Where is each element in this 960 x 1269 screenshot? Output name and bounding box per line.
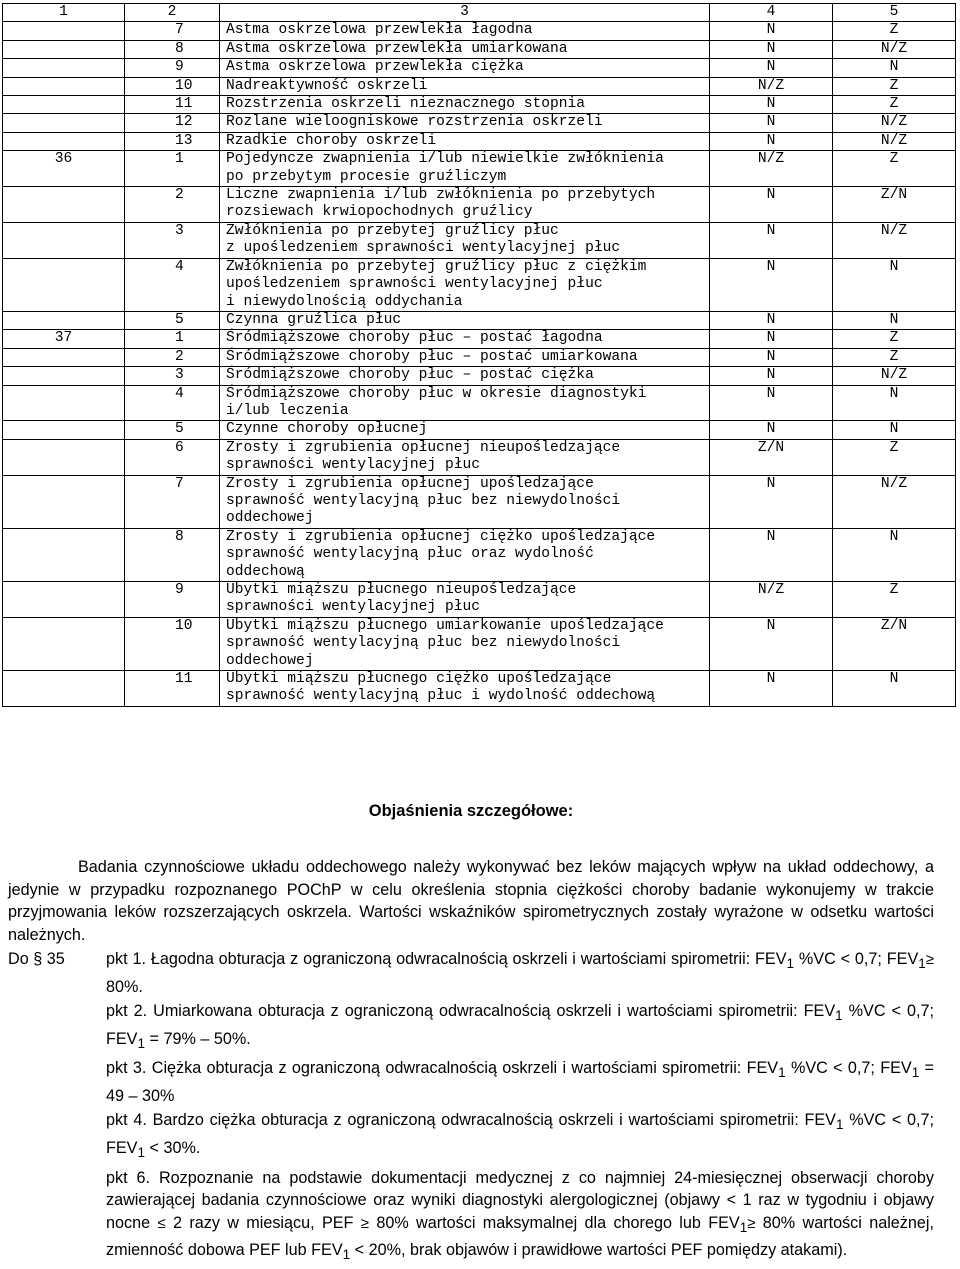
paragraph-number-cell <box>3 187 125 223</box>
point-number-cell: 8 <box>125 40 220 58</box>
paragraph-number-cell <box>3 475 125 528</box>
point-number-cell: 10 <box>125 77 220 95</box>
note-text: < 20%, brak objawów i prawidłowe wartości PEF pomiędzy atakami). <box>350 1241 848 1260</box>
note-text: Bardzo ciężka obturacja z ograniczoną odwracalnością oskrzeli i wartościami spirometrii: FEV <box>152 1111 836 1130</box>
category-cell: Z <box>833 77 956 95</box>
table-body <box>3 4 956 707</box>
category-cell: N/Z <box>833 475 956 528</box>
paragraph-number-cell <box>3 222 125 258</box>
point-note <box>106 1057 934 1107</box>
table-header-row <box>3 4 956 22</box>
description-cell: Astma oskrzelowa przewlekła umiarkowana <box>220 40 710 58</box>
explanations-section <box>8 800 934 1269</box>
note-text: Ciężka obturacja z ograniczoną odwracalnością oskrzeli i wartościami spirometrii: FEV <box>151 1059 779 1078</box>
category-cell: N <box>710 671 833 707</box>
header-col-1: 1 <box>3 4 125 22</box>
point-number-cell: 12 <box>125 114 220 132</box>
subscript: 1 <box>778 1065 786 1081</box>
note-text: < 30%. <box>145 1139 201 1158</box>
category-cell: N <box>833 528 956 581</box>
category-cell: N <box>710 385 833 421</box>
relation-symbol: ≤ <box>157 1214 166 1232</box>
category-cell: N/Z <box>710 151 833 187</box>
category-cell: N <box>710 59 833 77</box>
description-cell: Astma oskrzelowa przewlekła ciężka <box>220 59 710 77</box>
category-cell: N <box>710 132 833 150</box>
point-number-cell: 4 <box>125 258 220 311</box>
category-cell: N/Z <box>833 222 956 258</box>
point-note <box>106 1000 934 1055</box>
point-number-cell: 9 <box>125 59 220 77</box>
point-label: pkt 6. <box>106 1168 151 1187</box>
paragraph-number-cell <box>3 617 125 670</box>
category-cell: Z/N <box>833 187 956 223</box>
point-number-cell: 5 <box>125 421 220 439</box>
description-cell: Zrosty i zgrubienia opłucnej nieupośledzające sprawności wentylacyjnej płuc <box>220 439 710 475</box>
category-cell: N <box>710 114 833 132</box>
description-cell: Czynne choroby opłucnej <box>220 421 710 439</box>
table-row <box>3 528 956 581</box>
paragraph-number-cell <box>3 311 125 329</box>
description-cell: Zwłóknienia po przebytej gruźlicy płuc z upośledzeniem sprawności wentylacyjnej płuc <box>220 222 710 258</box>
subscript: 1 <box>786 956 795 972</box>
category-cell: N <box>710 348 833 366</box>
point-list <box>106 948 934 1269</box>
table-row <box>3 348 956 366</box>
point-number-cell: 3 <box>125 367 220 385</box>
note-text: 80%. <box>106 977 143 996</box>
point-number-cell: 7 <box>125 475 220 528</box>
category-cell: Z/N <box>710 439 833 475</box>
description-cell: Liczne zwapnienia i/lub zwłóknienia po przebytych rozsiewach krwiopochodnych gruźlicy <box>220 187 710 223</box>
point-number-cell: 11 <box>125 671 220 707</box>
category-cell: N <box>833 258 956 311</box>
header-col-4: 4 <box>710 4 833 22</box>
category-cell: N <box>833 385 956 421</box>
paragraph-number-cell <box>3 385 125 421</box>
table-row <box>3 258 956 311</box>
category-cell: N <box>833 59 956 77</box>
description-cell: Rzadkie choroby oskrzeli <box>220 132 710 150</box>
category-cell: N/Z <box>833 114 956 132</box>
subscript: 1 <box>739 1219 748 1235</box>
point-label: pkt 3. <box>106 1059 147 1078</box>
subscript: 1 <box>342 1247 351 1263</box>
category-cell: Z <box>833 151 956 187</box>
category-cell: N/Z <box>833 367 956 385</box>
description-cell: Śródmiąższowe choroby płuc – postać łagodna <box>220 330 710 348</box>
category-cell: N <box>710 187 833 223</box>
table-row <box>3 222 956 258</box>
disease-register-table <box>2 3 956 707</box>
paragraph-number-cell <box>3 528 125 581</box>
point-number-cell: 5 <box>125 311 220 329</box>
description-cell: Nadreaktywność oskrzeli <box>220 77 710 95</box>
explanations-intro: Badania czynnościowe układu oddechowego należy wykonywać bez leków mających wpływ na układ oddechowy, a jedynie w przypadku rozpoznanego POChP w celu określenia stopnia ciężkości choroby badanie wykonujemy w trakcie przyjmowania leków rozszerzających oskrzela. Wartości wskaźników spirometrycznych zostały wyrażone w odsetku wartości należnych. <box>8 858 934 944</box>
paragraph-35-notes <box>8 948 934 1269</box>
subscript: 1 <box>918 956 926 972</box>
point-number-cell: 10 <box>125 617 220 670</box>
point-number-cell: 1 <box>125 330 220 348</box>
note-text: Łagodna obturacja z ograniczoną odwracalnością oskrzeli i wartościami spirometrii: FEV <box>150 950 787 969</box>
point-number-cell: 4 <box>125 385 220 421</box>
category-cell: N <box>710 96 833 114</box>
category-cell: N <box>710 475 833 528</box>
point-label: pkt 4. <box>106 1111 147 1130</box>
note-text: 80% wartości należnej, zmienność dobowa PEF lub FEV <box>106 1213 934 1260</box>
category-cell: N <box>710 528 833 581</box>
note-text: %VC < 0,7; FEV <box>106 1111 935 1158</box>
category-cell: Z <box>833 330 956 348</box>
description-cell: Ubytki miąższu płucnego umiarkowanie upośledzające sprawność wentylacyjną płuc bez niewydolności oddechowej <box>220 617 710 670</box>
note-text: %VC < 0,7; FEV <box>794 950 919 969</box>
description-cell: Śródmiąższowe choroby płuc w okresie diagnostyki i/lub leczenia <box>220 385 710 421</box>
paragraph-number-cell <box>3 77 125 95</box>
paragraph-number-cell <box>3 439 125 475</box>
paragraph-number-cell <box>3 421 125 439</box>
description-cell: Śródmiąższowe choroby płuc – postać ciężka <box>220 367 710 385</box>
category-cell: Z <box>833 22 956 40</box>
subscript: 1 <box>835 1117 844 1133</box>
paragraph-number-cell: 36 <box>3 151 125 187</box>
point-label: pkt 2. <box>106 1002 148 1021</box>
table-row <box>3 421 956 439</box>
category-cell: N <box>710 367 833 385</box>
table-row <box>3 385 956 421</box>
category-cell: N <box>710 311 833 329</box>
point-number-cell: 2 <box>125 348 220 366</box>
header-col-5: 5 <box>833 4 956 22</box>
description-cell: Rozlane wieloogniskowe rozstrzenia oskrzeli <box>220 114 710 132</box>
note-text: Umiarkowana obturacja z ograniczoną odwracalnością oskrzeli i wartościami spirometrii: FEV <box>153 1002 836 1021</box>
table-row <box>3 475 956 528</box>
paragraph-number-cell <box>3 114 125 132</box>
point-label: pkt 1. <box>106 950 146 969</box>
category-cell: N/Z <box>833 40 956 58</box>
table-row <box>3 439 956 475</box>
category-cell: N/Z <box>710 582 833 618</box>
point-number-cell: 1 <box>125 151 220 187</box>
category-cell: Z <box>833 439 956 475</box>
paragraph-number-cell <box>3 582 125 618</box>
category-cell: N <box>710 330 833 348</box>
point-note <box>106 1167 934 1267</box>
point-note <box>106 1109 934 1164</box>
subscript: 1 <box>137 1145 145 1161</box>
category-cell: N <box>710 617 833 670</box>
description-cell: Śródmiąższowe choroby płuc – postać umiarkowana <box>220 348 710 366</box>
point-number-cell: 7 <box>125 22 220 40</box>
paragraph-number-cell <box>3 132 125 150</box>
table-row <box>3 311 956 329</box>
table-row <box>3 114 956 132</box>
description-cell: Czynna gruźlica płuc <box>220 311 710 329</box>
category-cell: Z <box>833 348 956 366</box>
table-row <box>3 40 956 58</box>
paragraph-number-cell <box>3 40 125 58</box>
category-cell: N <box>833 421 956 439</box>
point-number-cell: 3 <box>125 222 220 258</box>
point-number-cell: 6 <box>125 439 220 475</box>
category-cell: N <box>833 671 956 707</box>
relation-symbol: ≥ <box>925 951 935 969</box>
table-row <box>3 617 956 670</box>
header-col-3: 3 <box>220 4 710 22</box>
table-row <box>3 96 956 114</box>
category-cell: N <box>710 22 833 40</box>
description-cell: Zrosty i zgrubienia opłucnej ciężko upośledzające sprawność wentylacyjną płuc oraz wydolność oddechową <box>220 528 710 581</box>
table-row <box>3 132 956 150</box>
point-number-cell: 9 <box>125 582 220 618</box>
table-row <box>3 151 956 187</box>
table-row <box>3 367 956 385</box>
note-text: = 79% – 50%. <box>145 1029 251 1048</box>
paragraph-35-label: Do § 35 <box>8 950 65 969</box>
explanations-title: Objaśnienia szczegółowe: <box>368 802 574 820</box>
note-text: %VC < 0,7; FEV <box>106 1002 935 1048</box>
description-cell: Zrosty i zgrubienia opłucnej upośledzające sprawność wentylacyjną płuc bez niewydolności oddechowej <box>220 475 710 528</box>
table-row <box>3 671 956 707</box>
description-cell: Ubytki miąższu płucnego nieupośledzające sprawności wentylacyjnej płuc <box>220 582 710 618</box>
table-row <box>3 22 956 40</box>
point-number-cell: 13 <box>125 132 220 150</box>
note-text: %VC < 0,7; FEV <box>785 1059 912 1078</box>
category-cell: Z <box>833 582 956 618</box>
note-text: 2 razy w miesiącu, PEF <box>165 1213 361 1232</box>
category-cell: N <box>710 258 833 311</box>
subscript: 1 <box>911 1065 920 1081</box>
subscript: 1 <box>137 1035 145 1051</box>
category-cell: N <box>710 222 833 258</box>
header-col-2: 2 <box>125 4 220 22</box>
note-text: = 49 – 30% <box>106 1059 935 1105</box>
paragraph-number-cell <box>3 671 125 707</box>
category-cell: N <box>710 421 833 439</box>
paragraph-number-cell <box>3 22 125 40</box>
table-row <box>3 330 956 348</box>
category-cell: N <box>833 311 956 329</box>
note-text: 80% wartości maksymalnej dla chorego lub FEV <box>369 1213 740 1232</box>
paragraph-number-cell: 37 <box>3 330 125 348</box>
point-number-cell: 2 <box>125 187 220 223</box>
category-cell: Z/N <box>833 617 956 670</box>
description-cell: Rozstrzenia oskrzeli nieznacznego stopnia <box>220 96 710 114</box>
description-cell: Astma oskrzelowa przewlekła łagodna <box>220 22 710 40</box>
category-cell: N/Z <box>833 132 956 150</box>
table-row <box>3 59 956 77</box>
point-number-cell: 11 <box>125 96 220 114</box>
relation-symbol: ≥ <box>360 1214 369 1232</box>
point-note <box>106 948 934 998</box>
table-row <box>3 187 956 223</box>
subscript: 1 <box>835 1008 843 1024</box>
note-text: Rozpoznanie na podstawie dokumentacji medycznej z co najmniej 24-miesięcznej obserwacji choroby zawierającej badania czynnościowe oraz wyniki diagnostyki alergologicznej (objawy < 1 raz w tygodniu i objawy nocne <box>106 1168 934 1232</box>
category-cell: N <box>710 40 833 58</box>
table-row <box>3 582 956 618</box>
description-cell: Ubytki miąższu płucnego ciężko upośledzające sprawność wentylacyjną płuc i wydolność oddechową <box>220 671 710 707</box>
relation-symbol: ≥ <box>747 1214 756 1232</box>
paragraph-number-cell <box>3 348 125 366</box>
paragraph-number-cell <box>3 258 125 311</box>
paragraph-number-cell <box>3 96 125 114</box>
paragraph-number-cell <box>3 367 125 385</box>
point-number-cell: 8 <box>125 528 220 581</box>
description-cell: Zwłóknienia po przebytej gruźlicy płuc z ciężkim upośledzeniem sprawności wentylacyjnej płuc i niewydolnością oddychania <box>220 258 710 311</box>
table-row <box>3 77 956 95</box>
description-cell: Pojedyncze zwapnienia i/lub niewielkie zwłóknienia po przebytym procesie gruźliczym <box>220 151 710 187</box>
category-cell: Z <box>833 96 956 114</box>
paragraph-number-cell <box>3 59 125 77</box>
category-cell: N/Z <box>710 77 833 95</box>
